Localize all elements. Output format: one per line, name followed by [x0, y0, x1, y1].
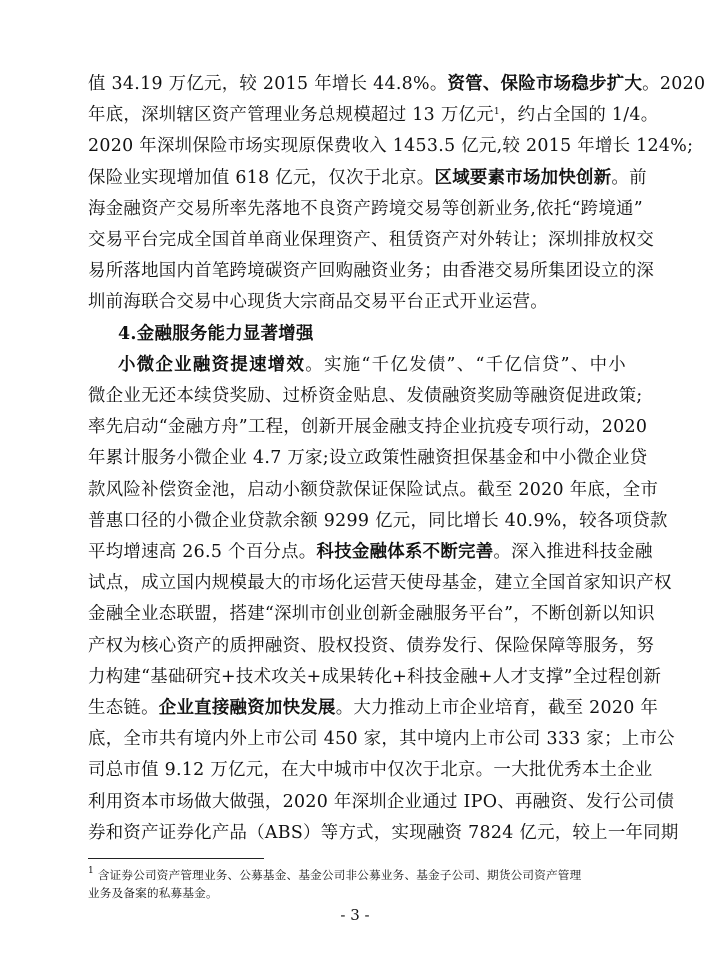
line-text: 。前: [611, 167, 647, 188]
bold-heading-text: 小微企业融资提速增效: [118, 354, 306, 375]
line-text: 交易平台完成全国首单商业保理资产、租赁资产对外转让；深圳排放权交: [88, 230, 655, 250]
line-text: 金融全业态联盟，搭建“深圳市创业创新金融服务平台”，不断创新以知识: [88, 604, 655, 625]
line-text: 保险业实现增加值 618 亿元，仅次于北京。: [88, 167, 435, 188]
bold-heading-text: 4.金融服务能力显著增强: [118, 323, 314, 344]
line-text: 年底，深圳辖区资产管理业务总规模超过 13 万亿元: [88, 105, 494, 126]
line-text: 。实施“千亿发债”、“千亿信贷”、中小: [305, 354, 626, 375]
line-text: 平均增速高 26.5 个百分点。: [88, 542, 317, 562]
text-line: [88, 665, 662, 689]
text-line: [88, 197, 643, 221]
footnote-text-1: 含证券公司资产管理业务、公募基金、基金公司非公募业务、基金子公司、期货公司资产管理: [93, 868, 582, 882]
line-text: 底，全市共有境内外上市公司 450 家，其中境内上市公司 333 家；上市公: [88, 729, 675, 750]
footnote-reference: 1: [493, 107, 500, 118]
line-text: 试点，成立国内规模最大的市场化运营天使母基金，建立全国首家知识产权: [88, 573, 672, 594]
text-line: [88, 571, 672, 595]
line-text: ，约占全国的 1/4。: [499, 105, 659, 126]
text-line: [88, 540, 653, 564]
text-line: [88, 821, 679, 845]
bold-heading-text: 区域要素市场加快创新: [434, 167, 612, 188]
bold-heading-text: 企业直接融资加快发展: [158, 698, 336, 718]
text-line: [88, 758, 653, 782]
text-line: [88, 290, 626, 314]
text-line: [88, 478, 659, 502]
line-text: 普惠口径的小微企业贷款余额 9299 亿元，同比增长 40.9%，较各项贷款: [88, 510, 668, 531]
text-line: [88, 103, 659, 127]
text-line: [88, 134, 694, 158]
line-text: 2020 年深圳保险市场实现原保费收入 1453.5 亿元,较 2015 年增长 124%;: [88, 136, 694, 157]
text-line: [88, 166, 647, 190]
footnote-line-1: [88, 866, 626, 884]
line-text: 微企业无还本续贷奖励、过桥资金贴息、发债融资奖励等融资促进政策;: [88, 386, 643, 406]
line-text: 易所落地国内首笔跨境碳资产回购融资业务；由香港交易所集团设立的深: [88, 261, 655, 282]
line-text: 年累计服务小微企业 4.7 万家;设立政策性融资担保基金和中小微企业贷: [88, 448, 648, 469]
text-line: [118, 353, 626, 377]
footnote-divider: [88, 858, 264, 859]
text-line: [88, 727, 675, 751]
text-line: [88, 228, 655, 252]
line-text: 产权为核心资产的质押融资、股权投资、债券发行、保险保障等服务，努: [88, 635, 655, 656]
line-text: 券和资产证券化产品（ABS）等方式，实现融资 7824 亿元，较上一年同期: [88, 822, 679, 843]
line-text: 。深入推进科技金融: [493, 542, 653, 562]
line-text: 圳前海联合交易中心现货大宗商品交易平台正式开业运营。: [88, 292, 548, 313]
text-line: [118, 322, 626, 346]
text-line: [88, 415, 648, 439]
line-text: 司总市值 9.12 万亿元，在大中城市中仅次于北京。一大批优秀本土企业: [88, 760, 653, 781]
text-line: [88, 696, 659, 720]
line-text: 。2020: [642, 74, 706, 94]
text-line: [88, 259, 655, 283]
text-line: [88, 384, 643, 408]
bold-heading-text: 科技金融体系不断完善: [316, 542, 494, 562]
text-line: [88, 72, 706, 96]
line-text: 值 34.19 万亿元，较 2015 年增长 44.8%。: [88, 74, 448, 94]
bold-heading-text: 资管、保险市场稳步扩大: [447, 74, 643, 94]
text-line: [88, 602, 655, 626]
text-line: [88, 634, 655, 658]
line-text: 率先启动“金融方舟”工程，创新开展金融支持企业抗疫专项行动，2020: [88, 417, 648, 438]
footnote-line-2: 业务及备案的私募基金。: [88, 886, 218, 900]
text-line: [88, 446, 648, 470]
footnote-mark: 1: [88, 866, 94, 876]
page-number: - 3 -: [340, 906, 370, 924]
text-line: [88, 790, 675, 814]
line-text: 。大力推动上市企业培育，截至 2020 年: [335, 698, 659, 718]
line-text: 款风险补偿资金池，启动小额贷款保证保险试点。截至 2020 年底，全市: [88, 479, 659, 500]
text-line: [88, 509, 668, 533]
line-text: 力构建“基础研究+技术攻关+成果转化+科技金融+人才支撑”全过程创新: [88, 666, 662, 687]
line-text: 生态链。: [88, 698, 159, 718]
line-text: 利用资本市场做大做强，2020 年深圳企业通过 IPO、再融资、发行公司债: [88, 791, 675, 812]
line-text: 海金融资产交易所率先落地不良资产跨境交易等创新业务,依托“跨境通”: [88, 198, 643, 219]
